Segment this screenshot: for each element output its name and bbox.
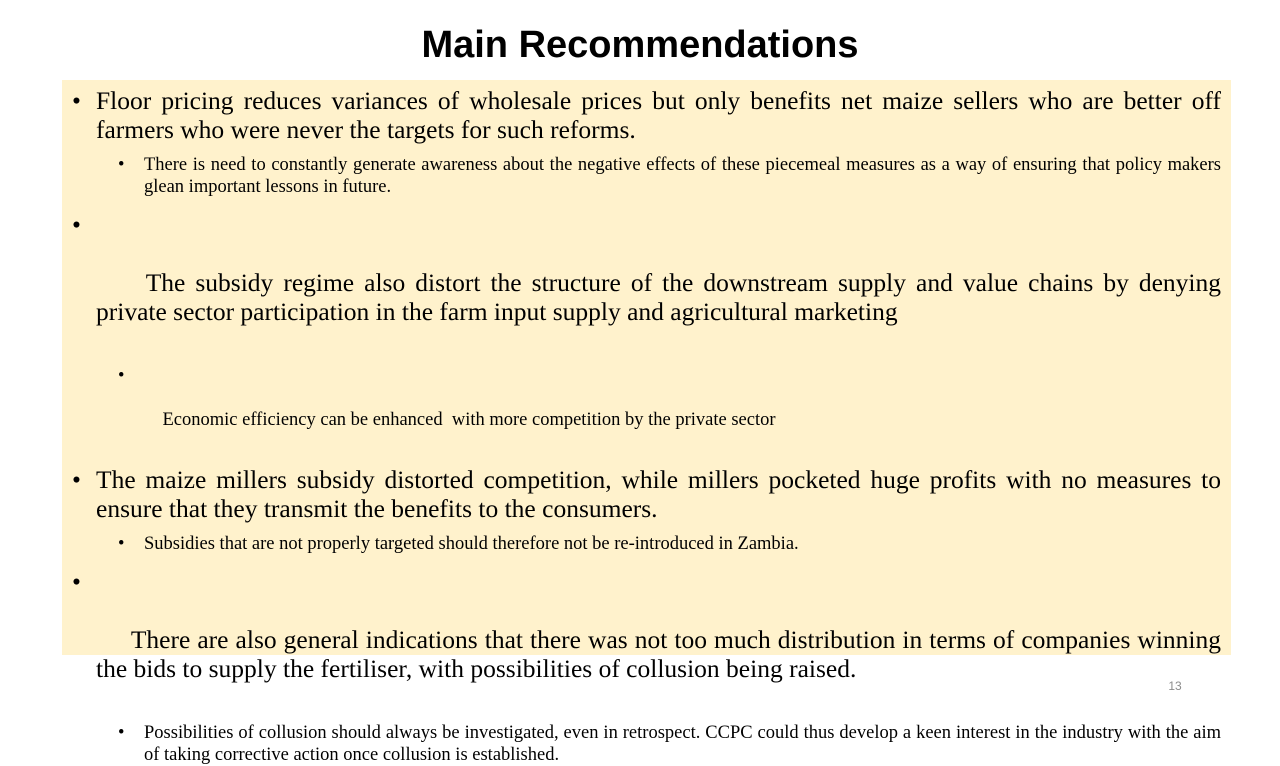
bullet-icon: • bbox=[72, 86, 81, 115]
recommendation-3-subpoint bbox=[72, 533, 1221, 555]
recommendation-1-text: Floor pricing reduces variances of wholesale prices but only benefits net maize sellers who are better off farmers who were never the targets for such reforms. bbox=[96, 86, 1221, 144]
recommendation-2-subpoint-text: Economic efficiency can be enhanced with more competition by the private sector bbox=[162, 410, 776, 430]
recommendation-2 bbox=[72, 210, 1228, 355]
sub-bullet-icon: • bbox=[118, 534, 125, 554]
sub-bullet-icon: • bbox=[118, 366, 125, 386]
recommendation-3-text: The maize millers subsidy distorted competition, while millers pocketed huge profits with no measures to ensure that they transmit the benefits to the consumers. bbox=[96, 465, 1221, 523]
recommendation-3 bbox=[72, 465, 1221, 523]
bullet-icon: • bbox=[72, 465, 81, 494]
sub-bullet-icon: • bbox=[118, 723, 125, 743]
bullet-icon: • bbox=[72, 567, 81, 596]
recommendation-4-subpoint-text: Possibilities of collusion should always be investigated, even in retrospect. CCPC could thus develop a keen interest in the industry with the aim of taking corrective action once collusion is established. bbox=[144, 723, 1221, 765]
recommendation-1-subpoint bbox=[72, 154, 1221, 198]
recommendation-1 bbox=[72, 86, 1221, 144]
recommendation-4-text: There are also general indications that there was not too much distribution in terms of companies winning the bids to supply the fertiliser, with possibilities of collusion being raised. bbox=[96, 625, 1228, 683]
sub-bullet-icon: • bbox=[118, 155, 125, 175]
slide-title: Main Recommendations bbox=[421, 24, 859, 66]
recommendation-4 bbox=[72, 567, 1228, 712]
page-number: 13 bbox=[1168, 679, 1182, 693]
recommendation-2-text: The subsidy regime also distort the structure of the downstream supply and value chains by denying private sector participation in the farm input supply and agricultural marketing bbox=[96, 268, 1228, 326]
bullet-icon: • bbox=[72, 210, 81, 239]
recommendation-3-subpoint-text: Subsidies that are not properly targeted should therefore not be re-introduced in Zambia. bbox=[144, 534, 799, 554]
recommendation-4-subpoint bbox=[72, 722, 1221, 766]
recommendation-2-subpoint bbox=[72, 365, 1221, 453]
recommendation-1-subpoint-text: There is need to constantly generate awareness about the negative effects of these piecemeal measures as a way of ensuring that policy makers glean important lessons in future. bbox=[144, 155, 1221, 197]
